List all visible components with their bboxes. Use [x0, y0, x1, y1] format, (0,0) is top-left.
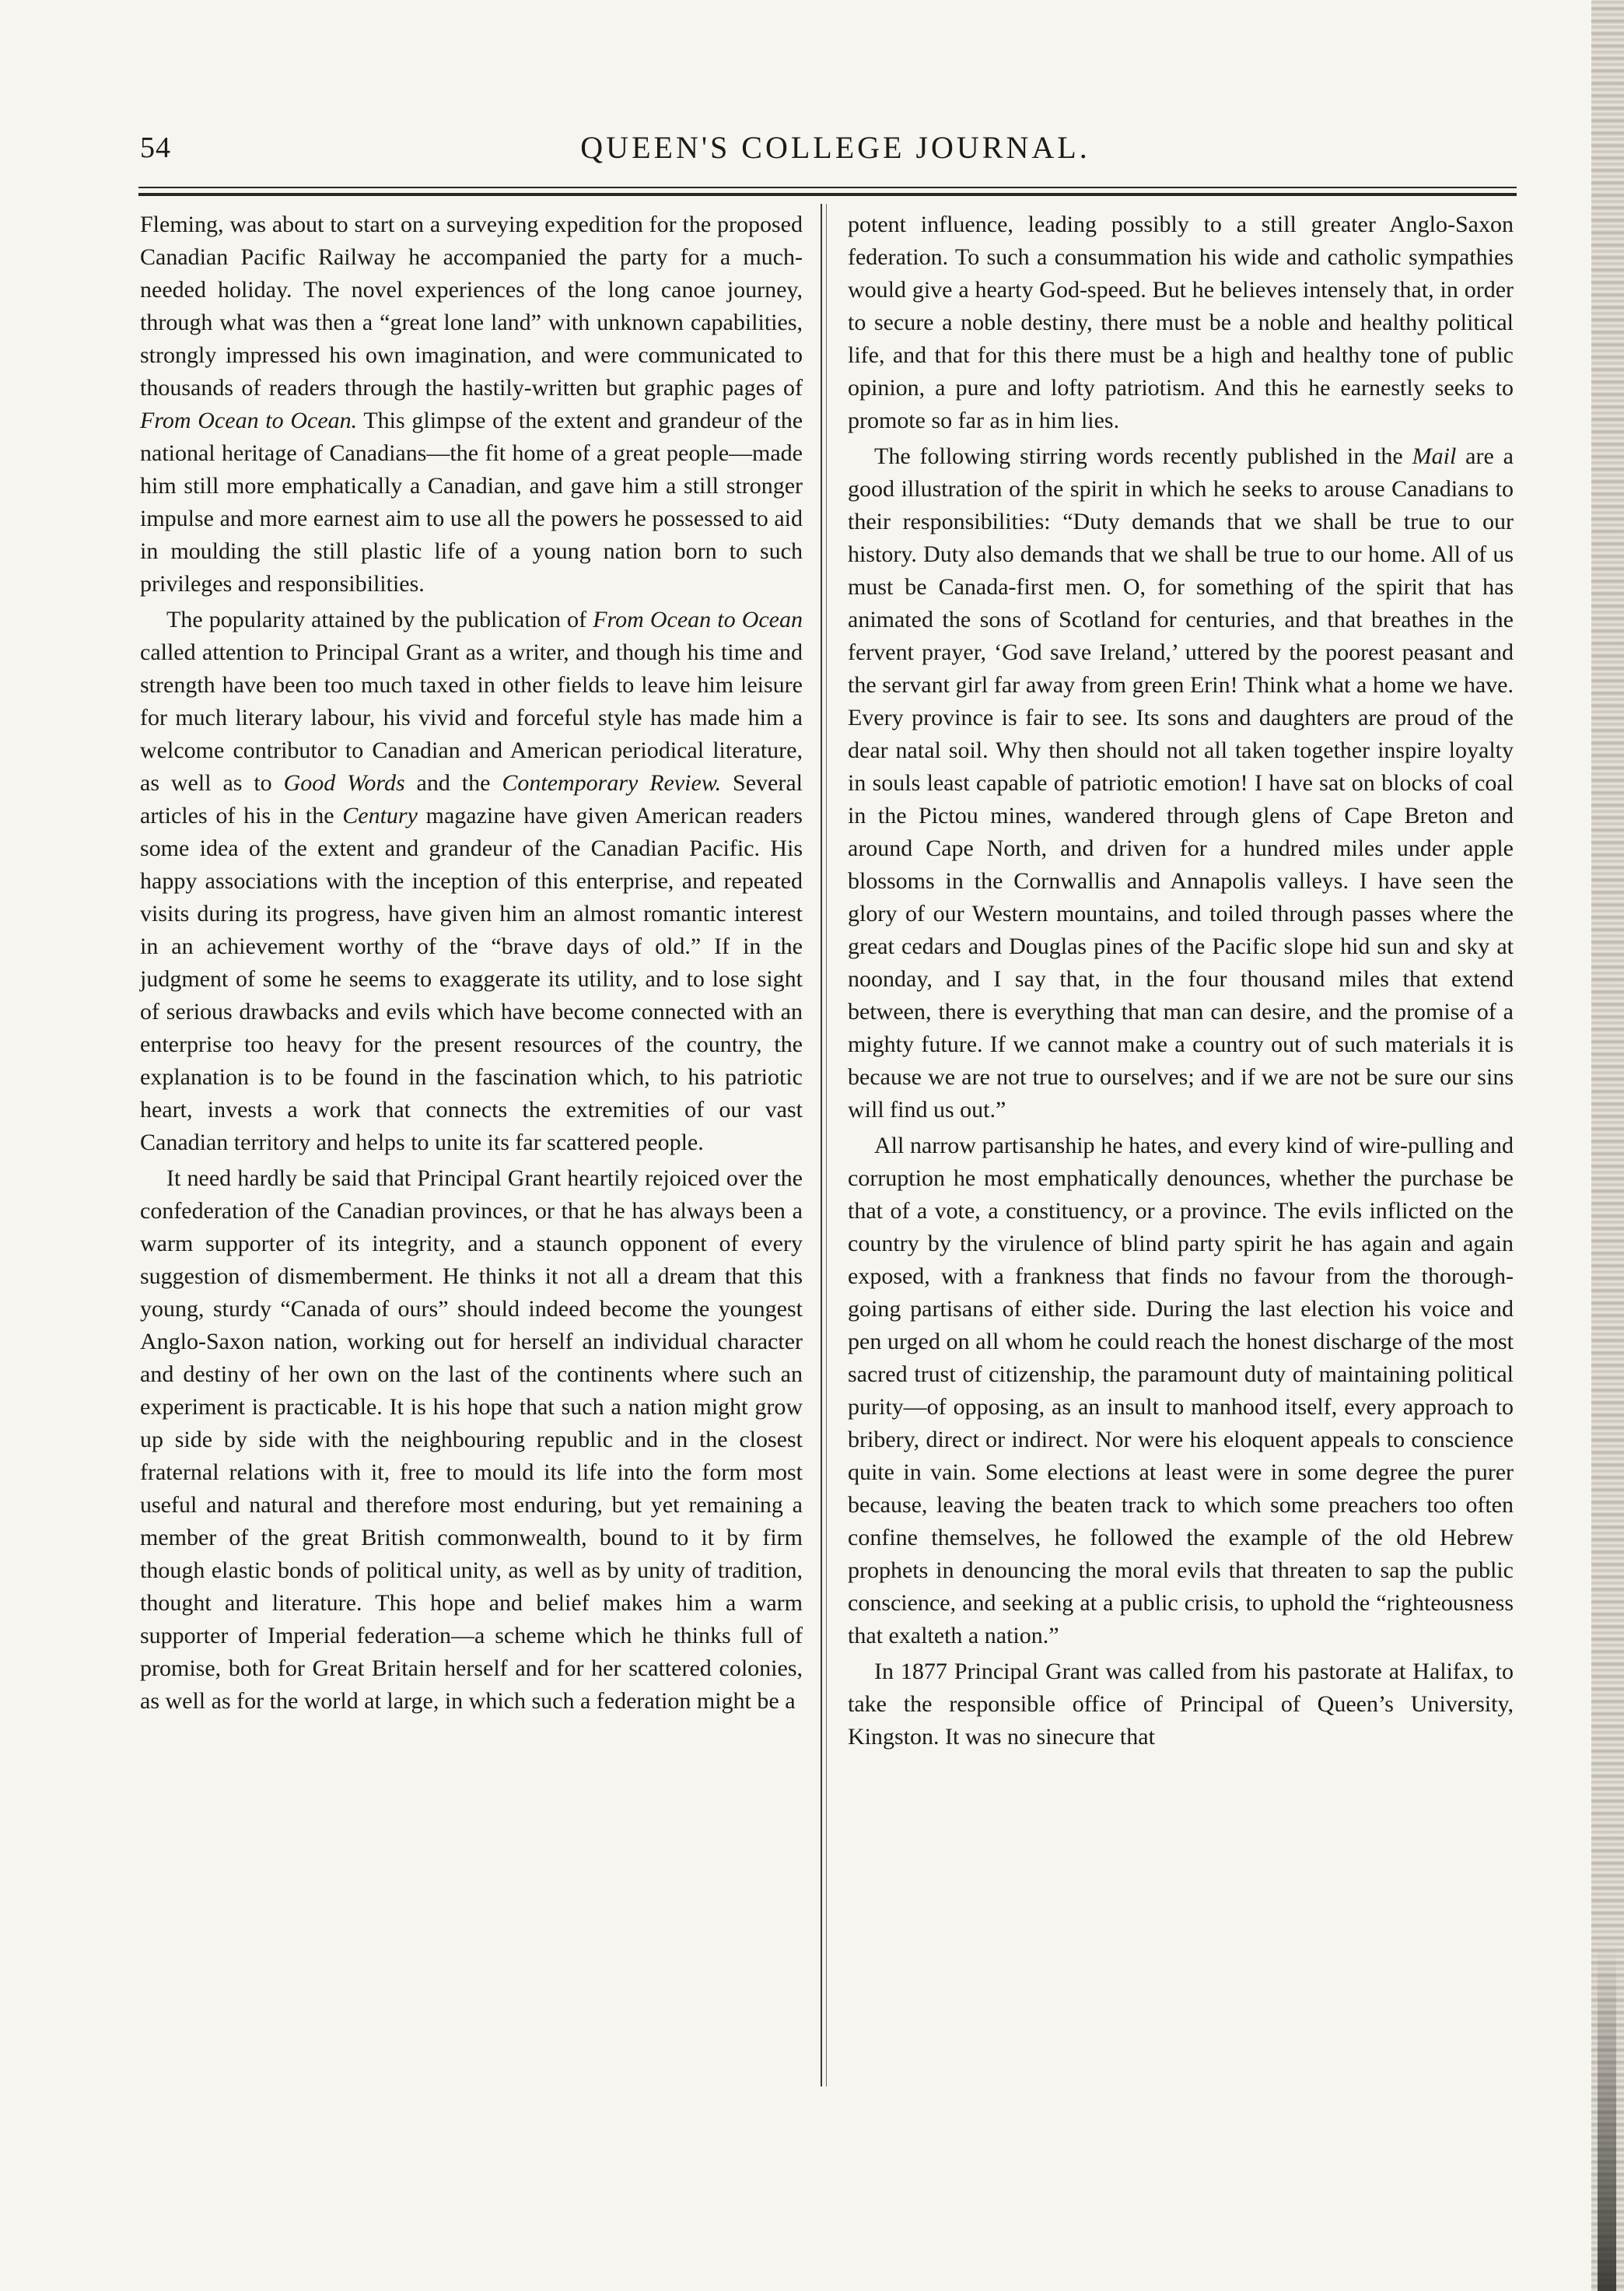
italic-title: Century	[342, 803, 418, 828]
page-edge-shadow-dark	[1598, 1945, 1616, 2291]
italic-title: Contemporary Review.	[502, 770, 722, 796]
text-run: and the	[404, 770, 502, 796]
paragraph	[140, 1162, 803, 1718]
text-run: Fleming, was about to start on a surveying expedition for the proposed Canadian Pacific Railway he accompanied the party for a much-needed holiday. The novel experiences of the long canoe journey, through what was then a “great lone land” with unknown capabilities, strongly impressed his own imagination, and were communicated to thousands of readers through the hastily-written but graphic pages of	[140, 212, 803, 401]
text-run: potent influence, leading possibly to a still greater Anglo-Saxon federation. To such a consummation his wide and catholic sympathies would give a hearty God-speed. But he believes intensely that, in order to secure a noble destiny, there must be a noble and healthy political life, and that for this there must be a high and healthy tone of public opinion, a pure and lofty patriotism. And this he earnestly seeks to promote so far as in him lies.	[848, 212, 1514, 433]
text-run: Several articles of his in the	[140, 770, 803, 828]
left-column	[140, 208, 803, 1718]
text-run: In 1877 Principal Grant was called from his pastorate at Halifax, to take the responsible office of Principal of Queen’s University, Kingston. It was no sinecure that	[848, 1659, 1514, 1750]
italic-title: Good Words	[283, 770, 405, 796]
paragraph	[140, 604, 803, 1159]
text-run: called attention to Principal Grant as a writer, and though his time and strength have been too much taxed in other fields to leave him leisure for much literary labour, his vivid and forceful style has made him a welcome contributor to Canadian and American periodical literature, as well as to	[140, 639, 803, 796]
text-run: This glimpse of the extent and grandeur of the national heritage of Canadians—the fit home of a great people—made him still more emphatically a Canadian, and gave him a still stronger impulse and more earnest aim to use all the powers he possessed to aid in moulding the still plastic life of a young nation born to such privileges and responsibilities.	[140, 408, 803, 597]
header-rule-top	[138, 187, 1517, 188]
paragraph	[848, 208, 1514, 437]
paragraph	[848, 1130, 1514, 1652]
text-run: are a good illustration of the spirit in which he seeks to arouse Canadians to their responsibilities: “Duty demands that we shall be true to our history. Duty also demands that we shall be true to our home. All of us must be Canada-first men. O, for something of the spirit that has animated the sons of Scotland for centuries, and that breathes in the fervent prayer, ‘God save Ireland,’ uttered by the poorest peasant and the servant girl far away from green Erin! Think what a home we have. Every province is fair to see. Its sons and daughters are proud of the dear natal soil. Why then should not all taken together inspire loyalty in souls least capable of patriotic emotion! I have sat on blocks of coal in the Pictou mines, wandered through glens of Cape Breton and around Cape North, and driven for a hundred miles under apple blossoms in the Cornwallis and Annapolis valleys. I have seen the glory of our Western mountains, and toiled through passes where the great cedars and Douglas pines of the Pacific slope hid sun and sky at noonday, and I say that, in the four thousand miles that extend between, there is everything that man can desire, and the promise of a mighty future. If we cannot make a country out of such materials it is because we are not true to ourselves; and if we are not be sure our sins will find us out.”	[848, 443, 1514, 1123]
page-number: 54	[140, 131, 171, 164]
text-run: The popularity attained by the publication of	[166, 607, 593, 632]
text-run: It need hardly be said that Principal Grant heartily rejoiced over the confederation of the Canadian provinces, or that he has always been a warm supporter of its integrity, and a staunch opponent of every suggestion of dismemberment. He thinks it not all a dream that this young, sturdy “Canada of ours” should indeed become the youngest Anglo-Saxon nation, working out for herself an individual character and destiny of her own on the last of the continents where such an experiment is practicable. It is his hope that such a nation might grow up side by side with the neighbouring republic and in the closest fraternal relations with it, free to mould its life into the form most useful and natural and therefore most enduring, but yet remaining a member of the great British commonwealth, bound to it by firm though elastic bonds of political unity, as well as by unity of tradition, thought and literature. This hope and belief makes him a warm supporter of Imperial federation—a scheme which he thinks full of promise, both for Great Britain herself and for her scattered colonies, as well as for the world at large, in which such a federation might be a	[140, 1165, 803, 1714]
text-run: All narrow partisanship he hates, and every kind of wire-pulling and corruption he most emphatically denounces, whether the purchase be that of a vote, a constituency, or a province. The evils inflicted on the country by the virulence of blind party spirit he has again and again exposed, with a frankness that finds no favour from the thorough-going partisans of either side. During the last election his voice and pen urged on all whom he could reach the honest discharge of the most sacred trust of citizenship, the paramount duty of maintaining political purity—of opposing, as an insult to manhood itself, every approach to bribery, direct or indirect. Nor were his eloquent appeals to conscience quite in vain. Some elections at least were in some degree the purer because, leaving the beaten track to which some preachers too often confine themselves, he followed the example of the old Hebrew prophets in denouncing the moral evils that threaten to sap the public conscience, and seeking at a public crisis, to uphold the “righteousness that exalteth a nation.”	[848, 1133, 1514, 1648]
italic-title: From Ocean to Ocean	[593, 607, 803, 632]
italic-title: Mail	[1412, 443, 1457, 469]
column-divider-secondary	[826, 204, 827, 2086]
text-run: magazine have given American readers some idea of the extent and grandeur of the Canadian Pacific. His happy associations with the inception of this enterprise, and repeated visits during its progress, have given him an almost romantic interest in an achievement worthy of the “brave days of old.” If in the judgment of some he seems to exaggerate its utility, and to lose sight of serious drawbacks and evils which have become connected with an enterprise too heavy for the present resources of the country, the explanation is to be found in the fascination which, to his patriotic heart, invests a work that connects the extremities of our vast Canadian territory and helps to unite its far scattered people.	[140, 803, 803, 1155]
paragraph	[848, 1655, 1514, 1753]
header-rule-bottom	[138, 193, 1517, 196]
paragraph	[140, 208, 803, 601]
journal-title: QUEEN'S COLLEGE JOURNAL.	[580, 130, 1090, 165]
italic-title: From Ocean to Ocean.	[140, 408, 358, 433]
paragraph	[848, 440, 1514, 1126]
text-run: The following stirring words recently published in the	[874, 443, 1412, 469]
column-divider	[821, 204, 822, 2086]
right-column	[848, 208, 1514, 1753]
